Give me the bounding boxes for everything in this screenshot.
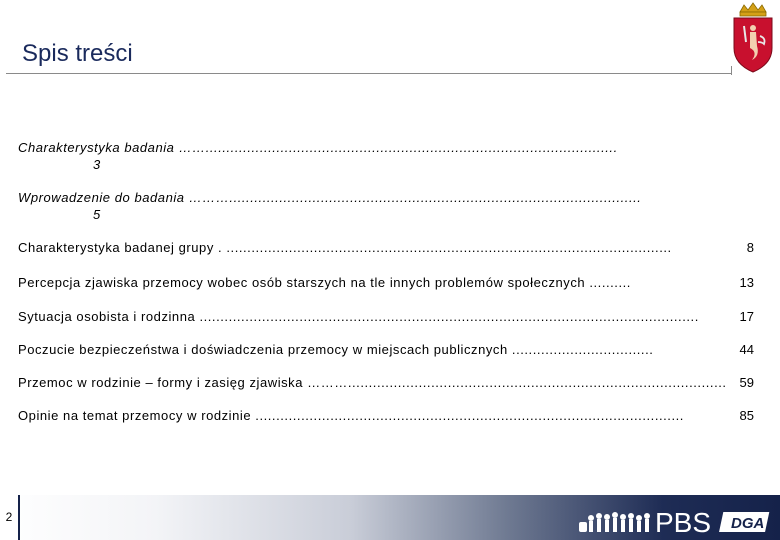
toc-item-page: 85 xyxy=(739,408,754,423)
pbs-dga-logo xyxy=(575,504,775,536)
page-number: 2 xyxy=(0,495,20,540)
toc-item-leader: . ........................................................................................................... xyxy=(213,240,672,255)
page-title: Spis treści xyxy=(22,40,133,67)
toc-item-label: Charakterystyka badanej grupy xyxy=(18,240,214,255)
toc-item-page: 5 xyxy=(93,207,101,222)
toc-item-page: 13 xyxy=(739,275,754,290)
toc-item-label: Poczucie bezpieczeństwa i doświadczenia przemocy w miejscach publicznych xyxy=(18,342,508,357)
toc-item-label: Charakterystyka badania xyxy=(18,140,175,155)
toc-item-leader: ………........................................................................................... xyxy=(303,375,727,390)
toc-item-label: Przemoc w rodzinie – formy i zasięg zjawiska xyxy=(18,375,304,390)
city-crest-icon xyxy=(730,2,776,74)
toc-item-page: 44 xyxy=(739,342,754,357)
toc-item-label: Sytuacja osobista i rodzinna xyxy=(18,309,196,324)
toc-item-leader: ……................................................................................................... xyxy=(174,140,618,155)
dga-logo-text: DGA xyxy=(731,515,765,532)
toc-item-label: Percepcja zjawiska przemocy wobec osób starszych na tle innych problemów społecznych xyxy=(18,275,586,290)
title-underline xyxy=(6,73,732,74)
toc-item-page: 3 xyxy=(93,157,101,172)
toc-item-label: Wprowadzenie do badania xyxy=(18,190,185,205)
toc-item-leader: .................................. xyxy=(507,342,654,357)
toc-item-leader: ………................................................................................................... xyxy=(184,190,642,205)
toc-item-page: 8 xyxy=(746,240,754,255)
toc-item-leader: ....................................................................................................... xyxy=(251,408,684,423)
pbs-logo-text: PBS xyxy=(655,507,712,538)
toc-item-page: 17 xyxy=(739,309,754,324)
toc-item-label: Opinie na temat przemocy w rodzinie xyxy=(18,408,252,423)
toc-item-leader: .......... xyxy=(585,275,631,290)
toc-item-page: 59 xyxy=(739,375,754,390)
toc-item-leader: ........................................................................................................................ xyxy=(195,309,699,324)
